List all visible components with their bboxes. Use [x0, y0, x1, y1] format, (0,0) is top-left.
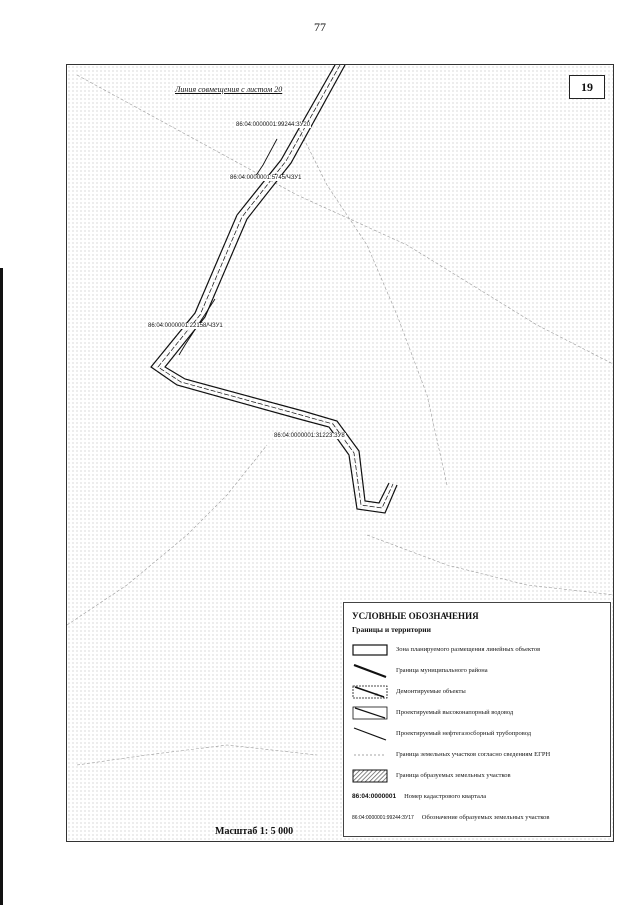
formed-plot-symbol	[352, 769, 388, 783]
zone-symbol	[352, 643, 388, 657]
parcel-label: 86:04:0000001:99244:ЗУ20	[236, 122, 311, 128]
map-frame	[66, 64, 614, 842]
bg-boundary-line	[367, 535, 614, 595]
bg-boundary-line	[67, 445, 267, 625]
legend-item	[352, 639, 602, 660]
sheet-number-box	[569, 75, 605, 99]
legend-item-label: Проектируемый высоконапорный водовод	[396, 709, 514, 716]
scale-label: Масштаб 1: 5 000	[215, 826, 294, 837]
legend-cadastral-quarter	[352, 786, 602, 807]
parcel-label: 86:04:0000001:5745/ЧЗУ1	[230, 175, 302, 181]
bg-boundary-line	[77, 75, 614, 365]
formed-plot-label: Обозначение образуемых земельных участков	[421, 814, 550, 821]
legend-item-label: Граница образуемых земельных участков	[396, 772, 511, 779]
cadastral-quarter-label: Номер кадастрового квартала	[404, 793, 487, 800]
sheet-number: 19	[581, 79, 593, 94]
scan-edge-bar	[0, 268, 3, 905]
municipal-boundary-symbol	[352, 664, 388, 678]
land-plot-boundary-symbol	[352, 748, 388, 762]
legend-subtitle: Границы и территории	[352, 625, 431, 634]
legend-item	[352, 660, 602, 681]
cadastral-quarter-code: 86:04:0000001	[352, 793, 397, 800]
formed-plot-code: 86:04:0000001:99244:ЗУ17	[352, 814, 414, 821]
bg-boundary-line	[77, 745, 317, 765]
page-number: 77	[314, 20, 326, 34]
legend-item	[352, 765, 602, 786]
legend-item	[352, 702, 602, 723]
legend-item	[352, 681, 602, 702]
bg-boundary-line	[297, 125, 447, 485]
join-line-label: Линия совмещения с листом 20	[175, 85, 283, 94]
pipeline-line	[158, 65, 393, 508]
water-pipe-symbol	[352, 706, 388, 720]
legend	[343, 602, 611, 837]
legend-item-label: Зона планируемого размещения линейных объектов	[396, 646, 541, 653]
legend-item-label: Граница земельных участков согласно сведениям ЕГРН	[396, 751, 551, 758]
svg-text:×: ×	[374, 690, 378, 699]
demolished-symbol	[352, 685, 388, 699]
legend-title: УСЛОВНЫЕ ОБОЗНАЧЕНИЯ	[352, 611, 479, 621]
legend-item	[352, 744, 602, 765]
parcel-label: 86:04:0000001:31223:ЗУ8	[274, 433, 345, 439]
legend-item	[352, 723, 602, 744]
corridor-outer-line	[151, 65, 397, 513]
oil-gas-pipe-symbol	[352, 727, 388, 741]
legend-item-label: Проектируемый нефтегазосборный трубопровод	[396, 730, 532, 737]
parcel-label: 86:04:0000001:22158/ЧЗУ1	[148, 323, 223, 329]
legend-item-label: Граница муниципального района	[396, 667, 488, 674]
legend-formed-plot-designation	[352, 807, 602, 828]
legend-item-label: Демонтируемые объекты	[396, 688, 466, 695]
